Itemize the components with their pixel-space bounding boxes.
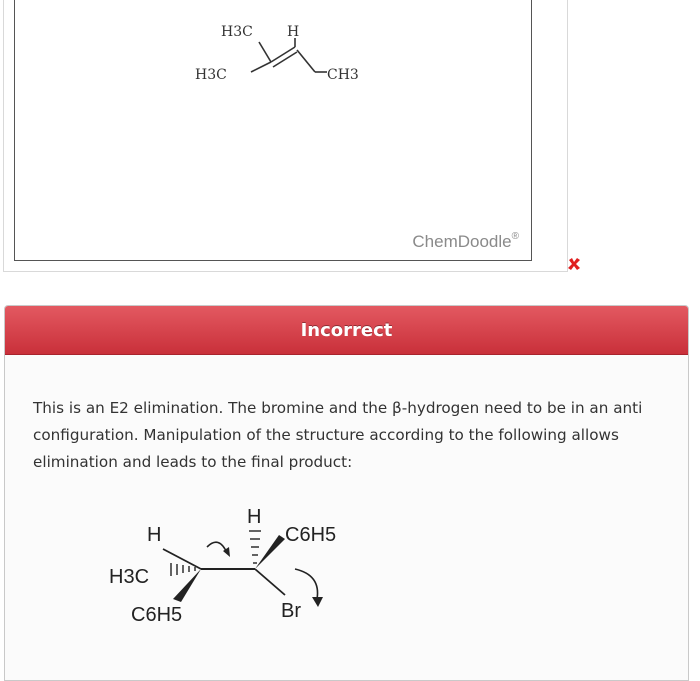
right-group-label: CH3: [327, 67, 359, 83]
molecule-drawing: [15, 0, 533, 261]
svg-text:H3C: [195, 67, 227, 83]
registered-mark: ®: [511, 231, 519, 242]
left-group-label: H3C: [195, 67, 227, 83]
feedback-header: [5, 306, 688, 355]
left-side-group-label: H3C: [109, 566, 150, 588]
feedback-panel: [4, 305, 689, 681]
c-br-bond: [255, 569, 285, 595]
bond-upper-left: [259, 42, 271, 62]
left-top-h-label: H: [147, 524, 162, 546]
svg-text:H: [287, 24, 299, 40]
right-top-h-label: H: [247, 506, 262, 528]
chemdoodle-logo: [412, 231, 519, 252]
bond-right: [297, 50, 315, 72]
rotation-arrow-right: [295, 569, 318, 599]
bond-left: [251, 62, 271, 72]
double-bond-line-2: [273, 52, 297, 67]
right-lower-br-label: Br: [281, 600, 301, 622]
top-left-group-label: H3C: [221, 24, 253, 40]
left-h-bond: [163, 549, 201, 569]
top-right-h-label: H: [287, 24, 300, 40]
svg-text:H3C: [221, 24, 253, 40]
left-bottom-group-label: C6H5: [131, 604, 183, 626]
chemdoodle-editor: [3, 0, 568, 272]
brand-text: ChemDoodle: [412, 232, 512, 251]
right-upper-group-label: C6H5: [285, 524, 337, 546]
arrow-head-right: [312, 597, 323, 607]
right-hashed-bond: [249, 531, 261, 563]
double-bond-line-1: [271, 47, 295, 62]
sawhorse-structure: [95, 491, 365, 631]
right-wedge-bond: [255, 535, 285, 569]
feedback-title: Incorrect: [300, 319, 393, 341]
x-mark-icon: [566, 256, 582, 272]
drawing-canvas[interactable]: [14, 0, 532, 261]
svg-text:CH3: [327, 67, 359, 83]
feedback-message: This is an E2 elimination. The bromine and the β-hydrogen need to be in an anti configuration. Manipulation of the structure according to the following allows elimination and leads to the final product:: [33, 399, 643, 471]
